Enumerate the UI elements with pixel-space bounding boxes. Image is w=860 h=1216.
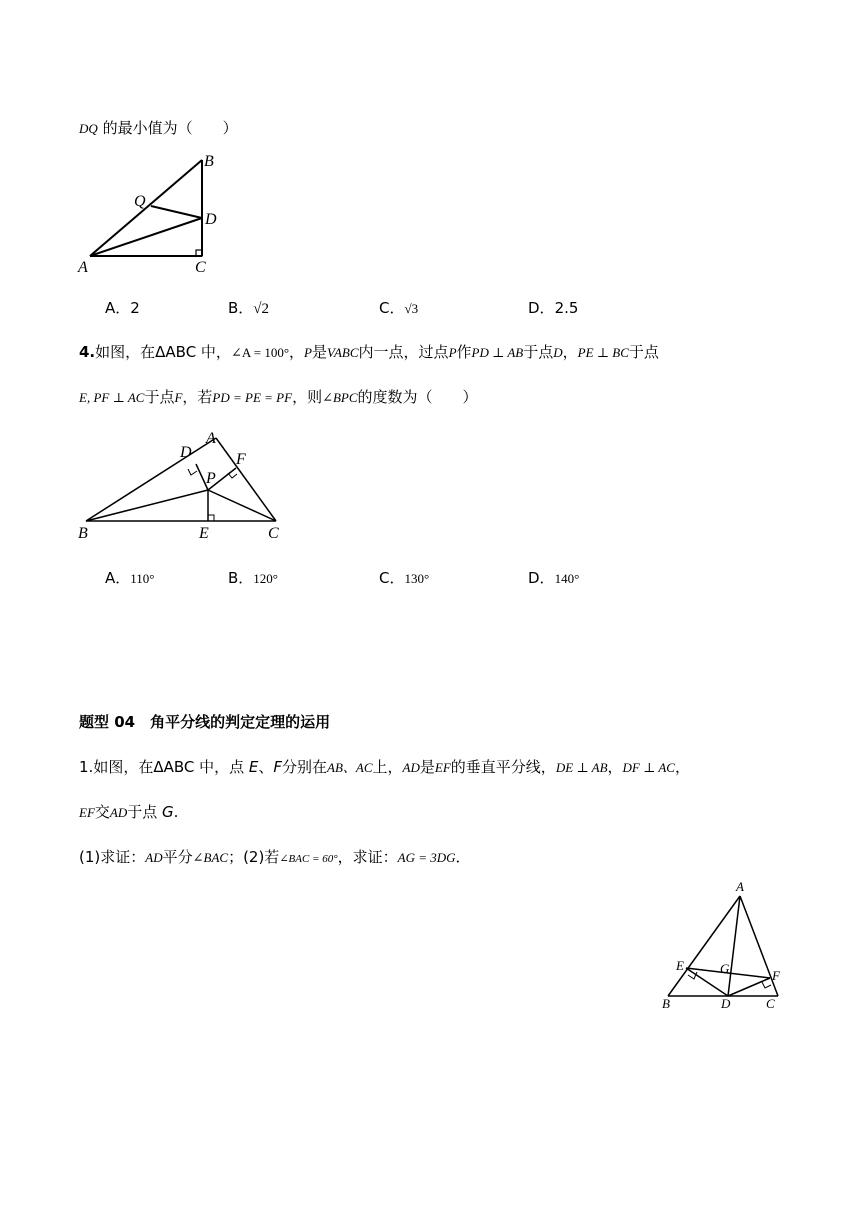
p1-l2-italic-g: G <box>162 803 174 821</box>
q3-seg-ab <box>90 160 202 256</box>
p1-stem-line3 <box>79 847 471 869</box>
q4-l2-text-1: 于点 <box>144 388 175 406</box>
q4-text-5: 作 <box>456 343 472 361</box>
p1-math-1: AB、AC <box>327 760 373 775</box>
q3-seg-ad <box>90 218 202 256</box>
q3-seg-qd <box>151 206 202 218</box>
q4-option-a-value: 110° <box>130 571 155 586</box>
p1-math-3: EF <box>434 760 451 775</box>
q4-option-a-letter: A． <box>105 569 131 587</box>
q3-label-c: C <box>195 259 206 276</box>
section-heading: 题型 04 角平分线的判定定理的运用 <box>79 713 331 731</box>
q4-text-8: 于点 <box>628 343 659 361</box>
q4-option-c <box>379 568 429 589</box>
q4-text-6: 于点 <box>523 343 554 361</box>
p1-text-4: 上， <box>372 758 403 776</box>
q4-l2-math-1: E, PF ⊥ AC <box>79 390 145 405</box>
q4-l2-text-2: ，若 <box>182 388 213 406</box>
p1-math-4: DE ⊥ AB <box>555 760 608 775</box>
q4-option-b-letter: B． <box>228 569 254 587</box>
q3-figure <box>78 150 238 280</box>
q4-label-e: E <box>199 525 209 542</box>
p1-l3-text-3: ；(2)若 <box>228 848 280 866</box>
q4-label-d: D <box>180 444 192 461</box>
q4-l2-text-4: 的度数为（ ） <box>357 388 478 406</box>
q4-math-6: D <box>553 345 563 360</box>
q4-seg-pc <box>208 490 276 521</box>
p1-text-6: 的垂直平分线， <box>450 758 556 776</box>
q4-text-1: 如图，在ΔABC 中， <box>95 343 231 361</box>
p1-italic-e: E <box>248 758 259 776</box>
q4-option-c-letter: C． <box>379 569 405 587</box>
q4-stem-line1 <box>79 342 659 363</box>
q4-figure <box>76 428 296 548</box>
p1-right-angle-f <box>762 982 771 988</box>
q4-math-4: P <box>448 345 457 360</box>
p1-label-c: C <box>766 996 775 1011</box>
q4-option-b <box>228 568 278 589</box>
p1-text-3: 分别在 <box>282 758 328 776</box>
q3-option-c-letter: C． <box>379 299 405 317</box>
p1-figure <box>658 876 798 1016</box>
q4-math-5: PD ⊥ AB <box>471 345 524 360</box>
q3-stem <box>79 118 238 139</box>
q3-option-b <box>228 298 269 319</box>
q4-option-d <box>528 568 579 589</box>
q4-l2-text-3: ，则 <box>292 388 323 406</box>
q3-option-d-value: 2.5 <box>554 299 579 317</box>
q3-option-c <box>379 298 418 319</box>
q4-l2-math-4: ∠BPC <box>322 390 358 405</box>
q4-option-d-letter: D． <box>528 569 555 587</box>
p1-l2-text-1: 交 <box>94 803 110 821</box>
p1-l3-text-2: 平分 <box>162 848 193 866</box>
p1-number: 1. <box>79 758 94 776</box>
p1-l2-math-2: AD <box>109 805 128 820</box>
q4-right-angle-e <box>208 515 214 521</box>
q4-text-2: ， <box>289 343 305 361</box>
q3-option-a-letter: A． <box>105 299 131 317</box>
q3-option-b-value: √2 <box>253 301 270 317</box>
q4-seg-ab <box>86 438 216 521</box>
p1-math-2: AD <box>402 760 420 775</box>
q4-seg-bp <box>86 490 208 521</box>
p1-l3-math-3: ∠BAC = 60° <box>279 853 338 865</box>
q3-label-d: D <box>205 211 217 228</box>
p1-text-8: ， <box>674 758 690 776</box>
q4-math-1: ∠A = 100° <box>230 345 290 360</box>
q4-label-b: B <box>78 525 88 542</box>
p1-label-b: B <box>662 996 670 1011</box>
q4-l2-math-2: F <box>174 390 183 405</box>
q4-l2-math-3: PD = PE = PF <box>212 390 293 405</box>
p1-seg-df <box>728 978 770 996</box>
q3-option-c-value: √3 <box>404 301 419 316</box>
q4-stem-line2 <box>79 387 478 408</box>
q3-stem-math: DQ <box>79 121 98 136</box>
q3-option-b-letter: B． <box>228 299 254 317</box>
p1-l3-math-1: AD <box>145 850 163 865</box>
q4-label-p: P <box>206 470 216 487</box>
p1-text-1: 如图，在ΔABC 中，点 <box>93 758 249 776</box>
p1-l3-text-1: (1)求证： <box>79 848 146 866</box>
q4-seg-ac <box>216 438 276 521</box>
q3-label-a: A <box>78 259 88 276</box>
q4-label-a: A <box>206 430 216 447</box>
p1-l3-text-5: ． <box>455 848 471 866</box>
p1-italic-f: F <box>273 758 283 776</box>
q4-right-angle-d <box>188 469 197 475</box>
q4-option-b-value: 120° <box>253 571 278 586</box>
p1-label-f: F <box>772 968 780 983</box>
q3-option-a-value: 2 <box>130 299 140 317</box>
p1-label-e: E <box>676 958 684 973</box>
q4-math-3: VABC <box>327 345 359 360</box>
p1-l2-text-2: 于点 <box>127 803 163 821</box>
q3-label-q: Q <box>134 193 146 210</box>
q4-option-a <box>105 568 154 589</box>
q4-label-c: C <box>268 525 279 542</box>
p1-stem-line2 <box>79 802 178 823</box>
p1-label-d: D <box>721 996 731 1011</box>
p1-l3-math-2: ∠BAC <box>192 850 229 865</box>
p1-text-7: ， <box>607 758 623 776</box>
q4-math-2: P <box>304 345 312 360</box>
q3-stem-text: 的最小值为（ ） <box>102 119 238 137</box>
p1-label-g: G <box>720 961 730 976</box>
p1-l2-math-1: EF <box>79 805 95 820</box>
q4-option-d-value: 140° <box>554 571 580 586</box>
p1-stem-line1 <box>79 757 690 778</box>
p1-l3-math-4: AG = 3DG <box>397 850 456 865</box>
q3-option-d-letter: D． <box>528 299 555 317</box>
q4-text-7: ， <box>562 343 578 361</box>
q4-math-7: PE ⊥ BC <box>577 345 629 360</box>
p1-l3-text-4: ，求证： <box>337 848 398 866</box>
q3-label-b: B <box>204 153 214 170</box>
p1-text-5: 是 <box>419 758 435 776</box>
p1-text-2: 、 <box>258 758 274 776</box>
q3-option-a <box>105 298 140 318</box>
q4-option-c-value: 130° <box>404 571 430 586</box>
q4-text-4: 内一点，过点 <box>358 343 449 361</box>
p1-label-a: A <box>736 879 744 894</box>
p1-math-5: DF ⊥ AC <box>622 760 675 775</box>
p1-l2-text-3: . <box>173 803 179 821</box>
q3-option-d <box>528 298 578 318</box>
q4-label-f: F <box>236 451 246 468</box>
q4-text-3: 是 <box>312 343 328 361</box>
q4-number: 4. <box>79 343 96 361</box>
